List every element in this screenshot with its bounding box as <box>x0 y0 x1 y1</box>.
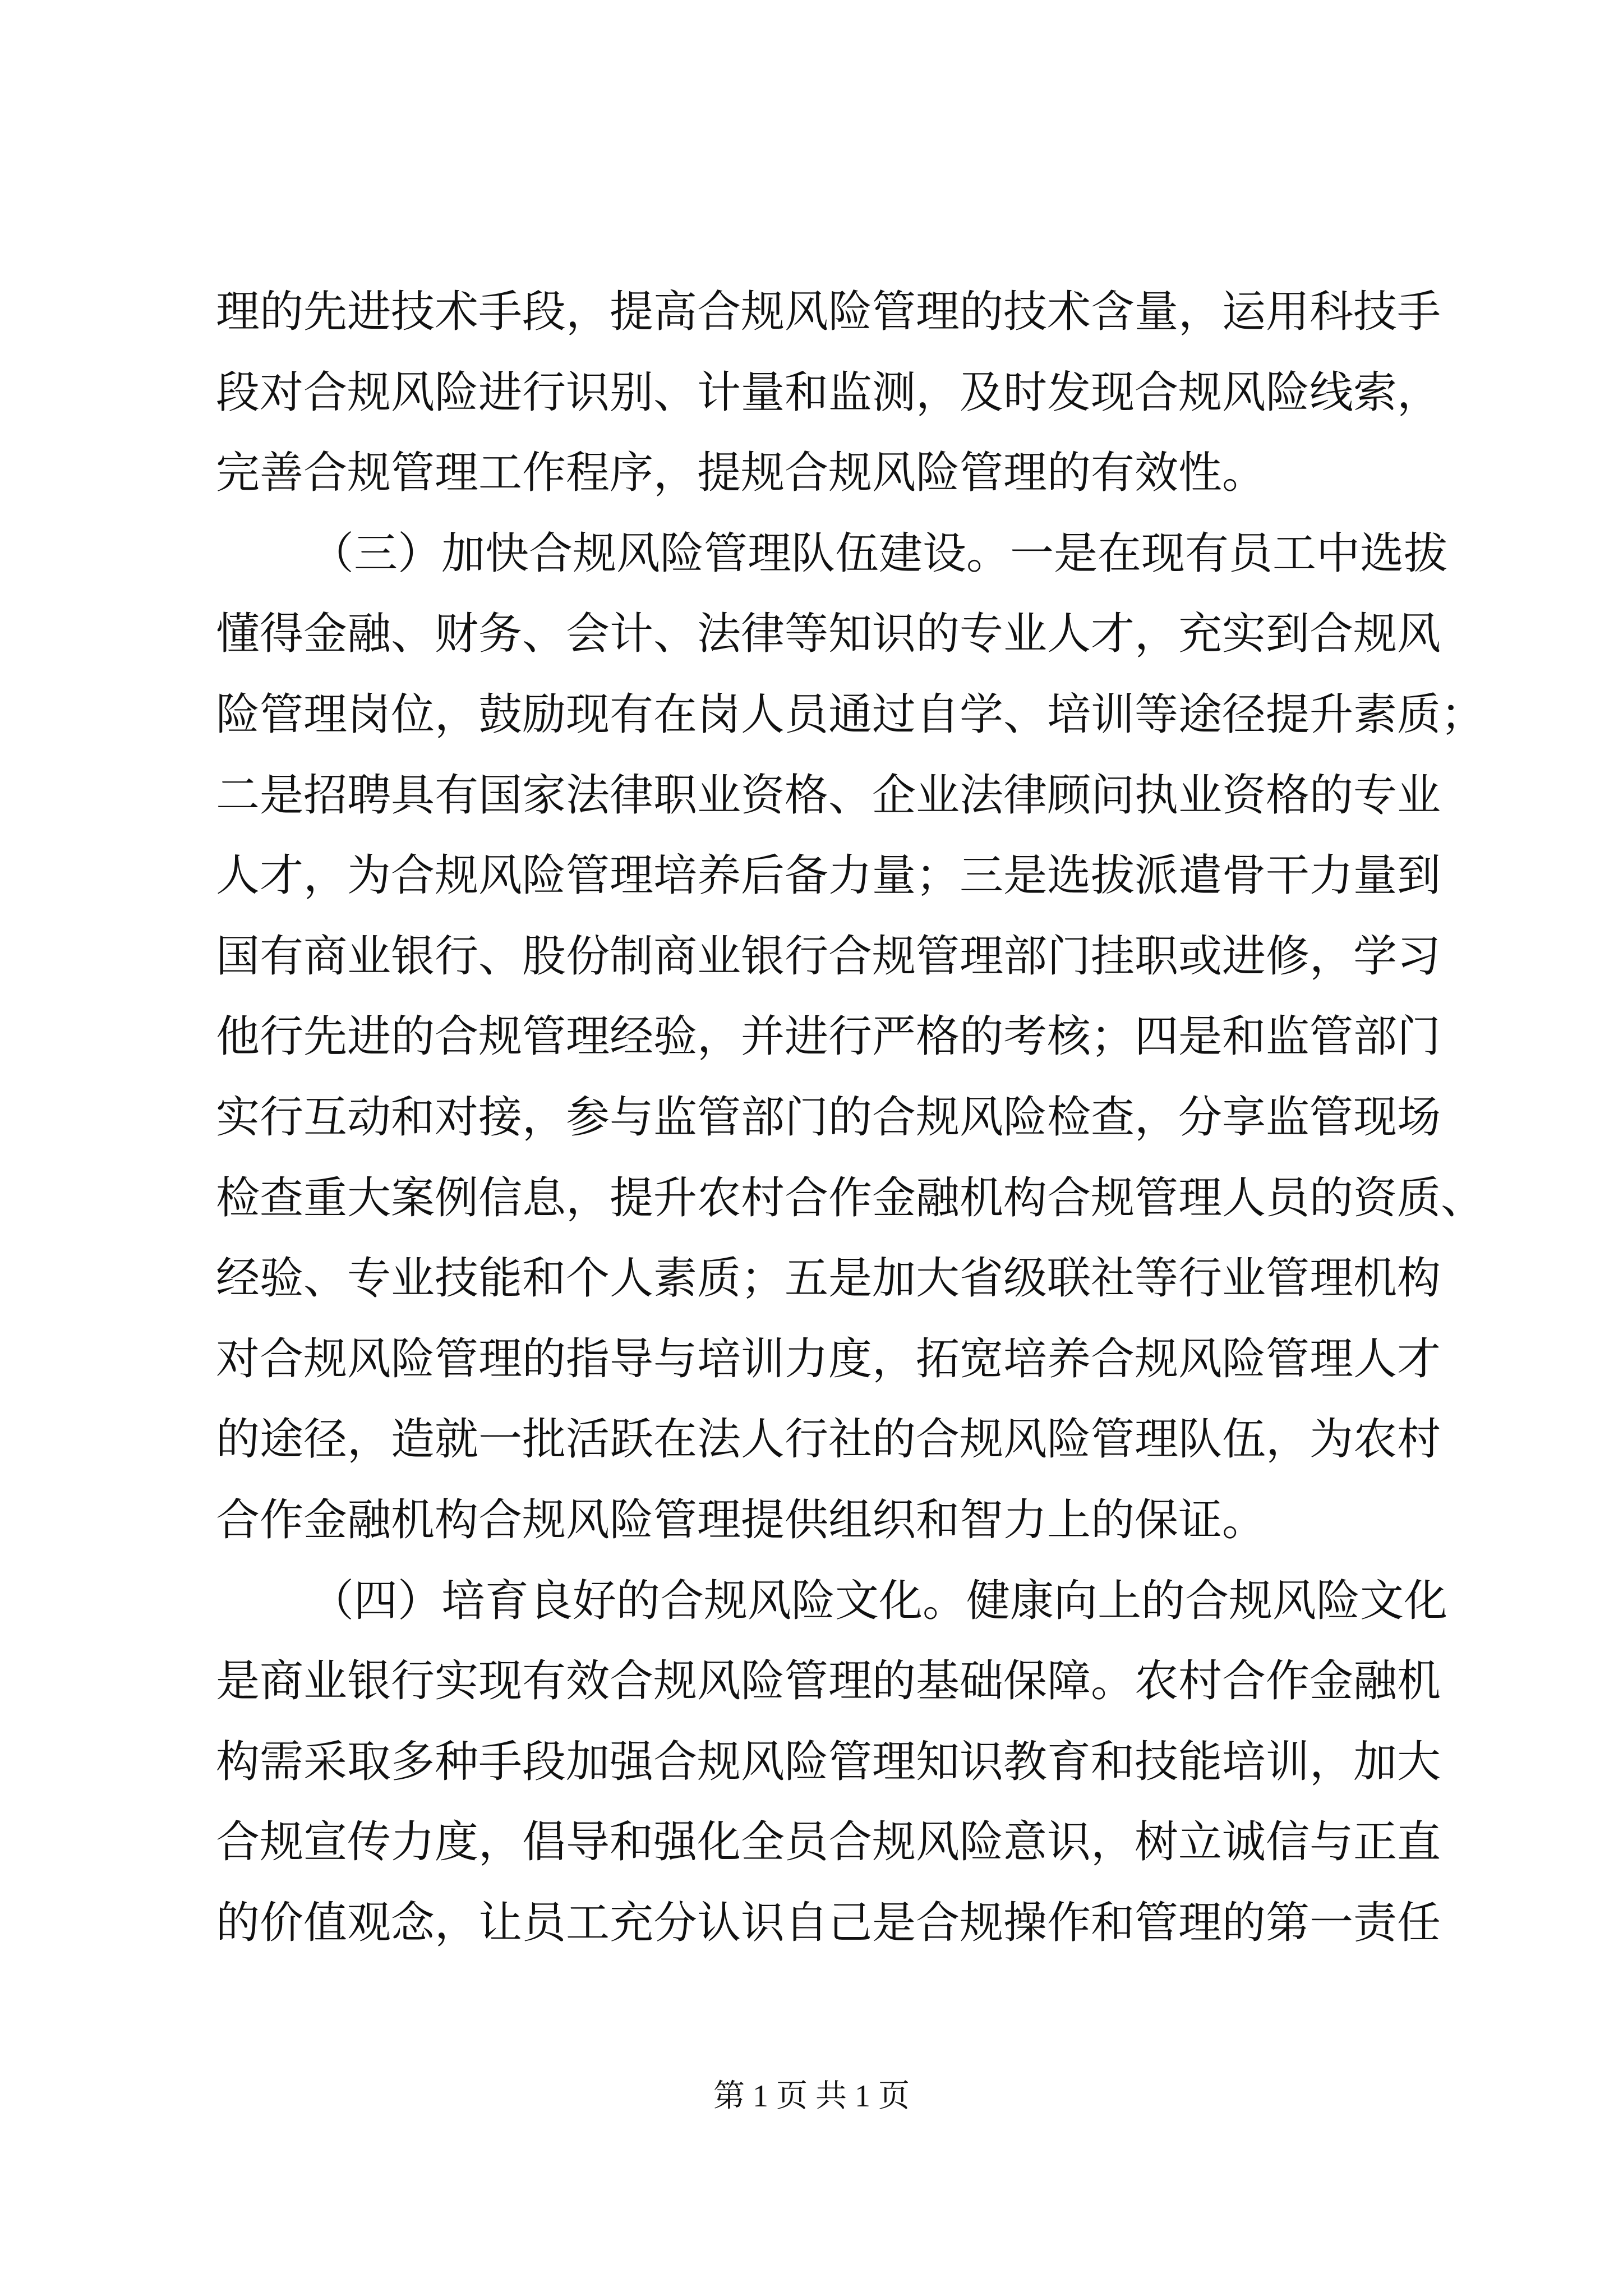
text-line: 的价值观念，让员工充分认识自己是合规操作和管理的第一责任 <box>216 1897 1441 1948</box>
text-line: 懂得金融、财务、会计、法律等知识的专业人才，充实到合规风 <box>216 609 1441 660</box>
text-line: 二是招聘具有国家法律职业资格、企业法律顾问执业资格的专业 <box>216 770 1441 821</box>
text-line: 合规宣传力度，倡导和强化全员合规风险意识，树立诚信与正直 <box>216 1817 1441 1868</box>
text-line: 险管理岗位，鼓励现有在岗人员通过自学、培训等途径提升素质； <box>216 689 1485 740</box>
text-line: 构需采取多种手段加强合规风险管理知识教育和技能培训，加大 <box>216 1736 1441 1787</box>
text-line: 检查重大案例信息，提升农村合作金融机构合规管理人员的资质、 <box>216 1172 1485 1223</box>
text-line: 人才，为合规风险管理培养后备力量；三是选拔派遣骨干力量到 <box>216 850 1441 901</box>
text-line: 对合规风险管理的指导与培训力度，拓宽培养合规风险管理人才 <box>216 1333 1441 1384</box>
paragraph-first-line: （四）培育良好的合规风险文化。健康向上的合规风险文化 <box>310 1575 1448 1626</box>
text-line: 实行互动和对接，参与监管部门的合规风险检查，分享监管现场 <box>216 1092 1441 1143</box>
text-line: 段对合规风险进行识别、计量和监测，及时发现合规风险线索， <box>216 367 1441 418</box>
text-line: 他行先进的合规管理经验，并进行严格的考核；四是和监管部门 <box>216 1011 1441 1062</box>
text-line: 经验、专业技能和个人素质；五是加大省级联社等行业管理机构 <box>216 1253 1441 1304</box>
paragraph-first-line: （三）加快合规风险管理队伍建设。一是在现有员工中选拔 <box>310 528 1448 579</box>
text-line: 完善合规管理工作程序，提规合规风险管理的有效性。 <box>216 448 1266 499</box>
text-line: 是商业银行实现有效合规风险管理的基础保障。农村合作金融机 <box>216 1656 1441 1707</box>
text-line: 理的先进技术手段，提高合规风险管理的技术含量，运用科技手 <box>216 287 1441 337</box>
text-line: 国有商业银行、股份制商业银行合规管理部门挂职或进修，学习 <box>216 931 1441 982</box>
document-body <box>216 272 1485 1963</box>
text-line: 的途径，造就一批活跃在法人行社的合规风险管理队伍，为农村 <box>216 1414 1441 1465</box>
page-footer: 第 1 页 共 1 页 <box>713 2079 910 2114</box>
text-line: 合作金融机构合规风险管理提供组织和智力上的保证。 <box>216 1494 1266 1545</box>
